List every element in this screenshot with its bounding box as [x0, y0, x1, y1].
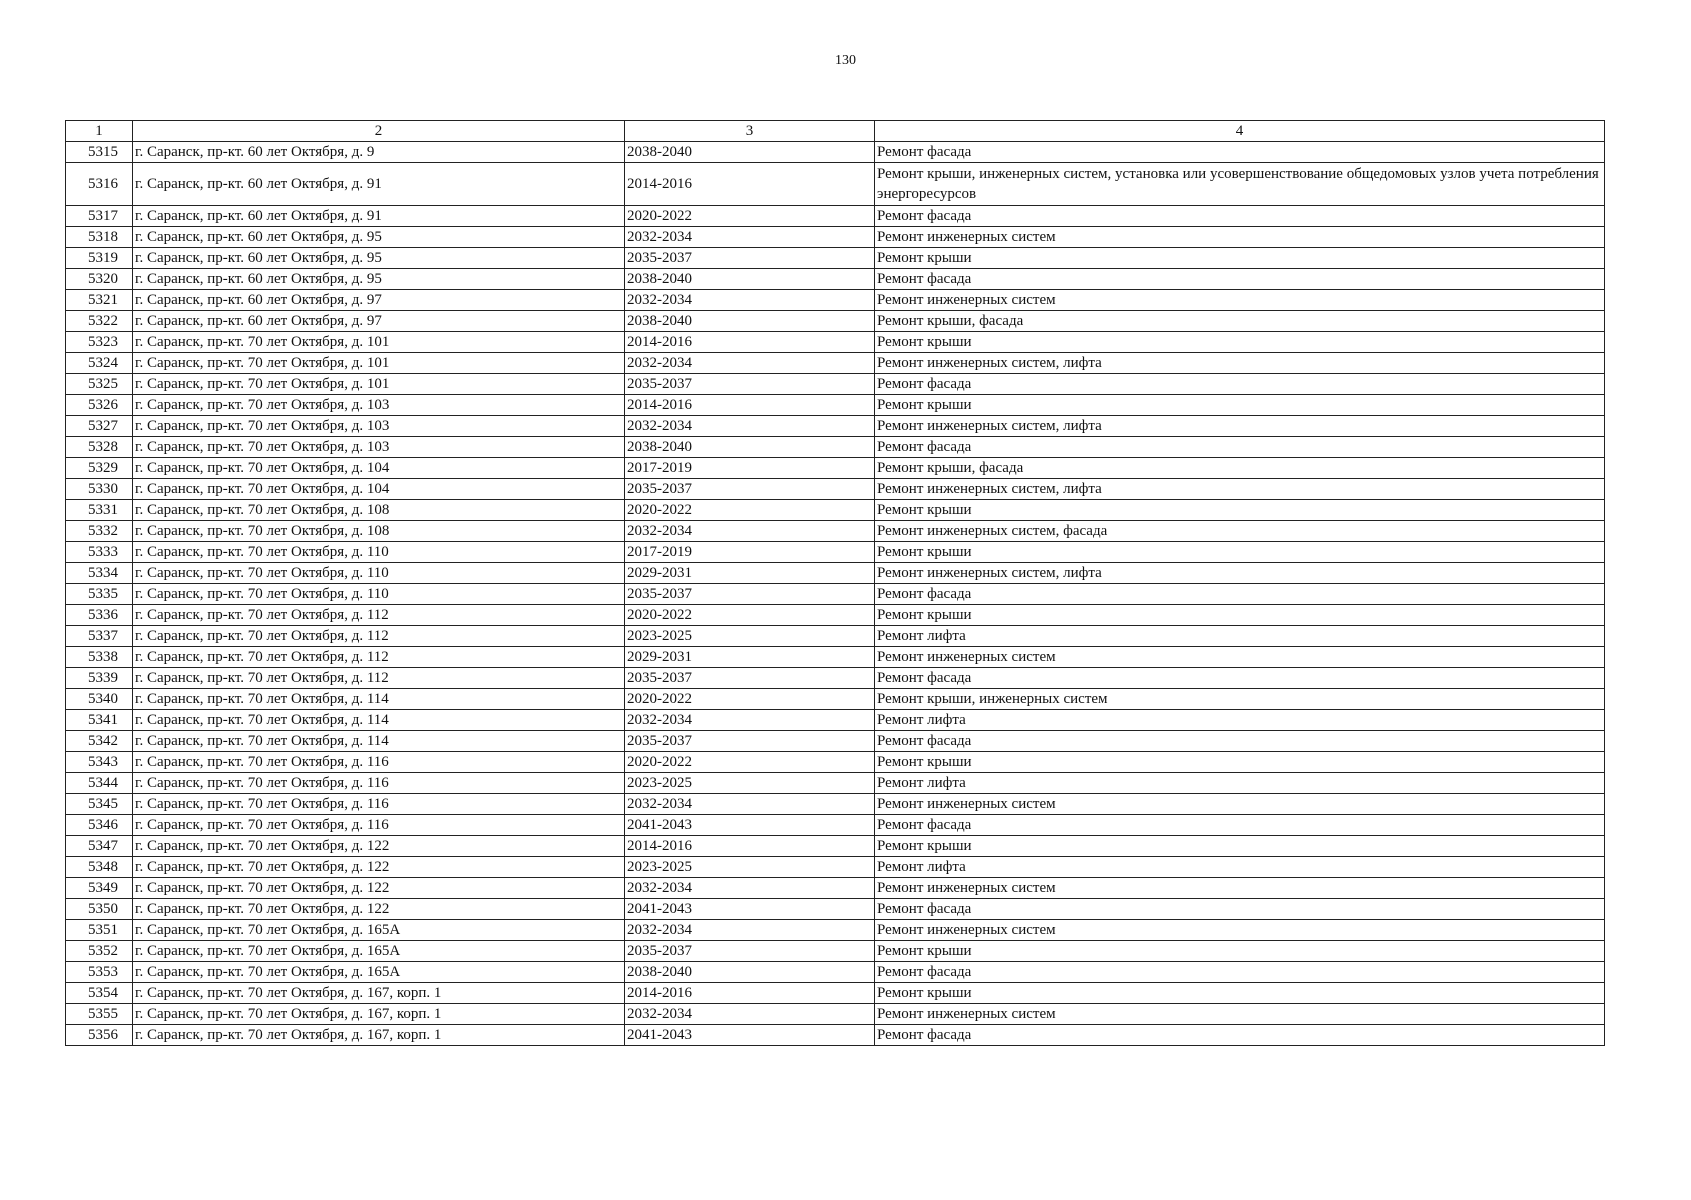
- row-number: 5352: [66, 941, 133, 962]
- address-cell: г. Саранск, пр-кт. 70 лет Октября, д. 116: [133, 773, 625, 794]
- table-row: [66, 248, 1605, 269]
- table-row: [66, 647, 1605, 668]
- table-row: [66, 290, 1605, 311]
- address-cell: г. Саранск, пр-кт. 70 лет Октября, д. 108: [133, 500, 625, 521]
- period-cell: 2014-2016: [625, 836, 875, 857]
- column-header-2: 2: [133, 121, 625, 142]
- row-number: 5347: [66, 836, 133, 857]
- row-number: 5346: [66, 815, 133, 836]
- table-row: [66, 605, 1605, 626]
- table-row: [66, 142, 1605, 163]
- row-number: 5321: [66, 290, 133, 311]
- table-row: [66, 773, 1605, 794]
- row-number: 5318: [66, 227, 133, 248]
- row-number: 5353: [66, 962, 133, 983]
- address-cell: г. Саранск, пр-кт. 70 лет Октября, д. 103: [133, 395, 625, 416]
- period-cell: 2032-2034: [625, 290, 875, 311]
- table-row: [66, 899, 1605, 920]
- table-row: [66, 227, 1605, 248]
- address-cell: г. Саранск, пр-кт. 70 лет Октября, д. 101: [133, 332, 625, 353]
- repair-schedule-table: [65, 120, 1605, 1046]
- work-type-cell: Ремонт крыши, инженерных систем: [875, 689, 1605, 710]
- address-cell: г. Саранск, пр-кт. 70 лет Октября, д. 122: [133, 878, 625, 899]
- row-number: 5328: [66, 437, 133, 458]
- work-type-cell: Ремонт инженерных систем, фасада: [875, 521, 1605, 542]
- period-cell: 2035-2037: [625, 374, 875, 395]
- period-cell: 2020-2022: [625, 500, 875, 521]
- row-number: 5320: [66, 269, 133, 290]
- work-type-cell: Ремонт крыши: [875, 605, 1605, 626]
- address-cell: г. Саранск, пр-кт. 70 лет Октября, д. 167, корп. 1: [133, 1025, 625, 1046]
- period-cell: 2038-2040: [625, 962, 875, 983]
- row-number: 5343: [66, 752, 133, 773]
- table-row: [66, 542, 1605, 563]
- table-row: [66, 521, 1605, 542]
- work-type-cell: Ремонт лифта: [875, 773, 1605, 794]
- address-cell: г. Саранск, пр-кт. 70 лет Октября, д. 114: [133, 710, 625, 731]
- table-row: [66, 731, 1605, 752]
- period-cell: 2020-2022: [625, 689, 875, 710]
- period-cell: 2035-2037: [625, 584, 875, 605]
- row-number: 5338: [66, 647, 133, 668]
- table-row: [66, 206, 1605, 227]
- address-cell: г. Саранск, пр-кт. 60 лет Октября, д. 91: [133, 206, 625, 227]
- address-cell: г. Саранск, пр-кт. 70 лет Октября, д. 112: [133, 647, 625, 668]
- address-cell: г. Саранск, пр-кт. 70 лет Октября, д. 116: [133, 752, 625, 773]
- period-cell: 2041-2043: [625, 815, 875, 836]
- work-type-cell: Ремонт крыши: [875, 836, 1605, 857]
- row-number: 5348: [66, 857, 133, 878]
- period-cell: 2020-2022: [625, 605, 875, 626]
- page-number: 130: [835, 53, 856, 68]
- period-cell: 2023-2025: [625, 626, 875, 647]
- column-header-3: 3: [625, 121, 875, 142]
- row-number: 5322: [66, 311, 133, 332]
- work-type-cell: Ремонт лифта: [875, 710, 1605, 731]
- address-cell: г. Саранск, пр-кт. 70 лет Октября, д. 114: [133, 689, 625, 710]
- address-cell: г. Саранск, пр-кт. 60 лет Октября, д. 97: [133, 290, 625, 311]
- table-row: [66, 668, 1605, 689]
- period-cell: 2020-2022: [625, 206, 875, 227]
- table-row: [66, 941, 1605, 962]
- row-number: 5330: [66, 479, 133, 500]
- work-type-cell: Ремонт инженерных систем, лифта: [875, 353, 1605, 374]
- row-number: 5331: [66, 500, 133, 521]
- address-cell: г. Саранск, пр-кт. 70 лет Октября, д. 112: [133, 605, 625, 626]
- work-type-cell: Ремонт крыши: [875, 500, 1605, 521]
- row-number: 5315: [66, 142, 133, 163]
- address-cell: г. Саранск, пр-кт. 70 лет Октября, д. 110: [133, 542, 625, 563]
- address-cell: г. Саранск, пр-кт. 70 лет Октября, д. 116: [133, 815, 625, 836]
- row-number: 5339: [66, 668, 133, 689]
- work-type-cell: Ремонт фасада: [875, 1025, 1605, 1046]
- table-row: [66, 479, 1605, 500]
- work-type-cell: Ремонт лифта: [875, 626, 1605, 647]
- work-type-cell: Ремонт фасада: [875, 374, 1605, 395]
- row-number: 5316: [66, 163, 133, 206]
- period-cell: 2032-2034: [625, 521, 875, 542]
- work-type-cell: Ремонт фасада: [875, 731, 1605, 752]
- row-number: 5334: [66, 563, 133, 584]
- row-number: 5325: [66, 374, 133, 395]
- address-cell: г. Саранск, пр-кт. 70 лет Октября, д. 165А: [133, 962, 625, 983]
- column-header-1: 1: [66, 121, 133, 142]
- row-number: 5345: [66, 794, 133, 815]
- address-cell: г. Саранск, пр-кт. 70 лет Октября, д. 110: [133, 563, 625, 584]
- row-number: 5319: [66, 248, 133, 269]
- work-type-cell: Ремонт инженерных систем: [875, 647, 1605, 668]
- address-cell: г. Саранск, пр-кт. 70 лет Октября, д. 104: [133, 458, 625, 479]
- table-row: [66, 269, 1605, 290]
- table-row: [66, 962, 1605, 983]
- work-type-cell: Ремонт крыши, фасада: [875, 311, 1605, 332]
- address-cell: г. Саранск, пр-кт. 70 лет Октября, д. 116: [133, 794, 625, 815]
- work-type-cell: Ремонт крыши: [875, 395, 1605, 416]
- table-row: [66, 1025, 1605, 1046]
- row-number: 5333: [66, 542, 133, 563]
- period-cell: 2035-2037: [625, 248, 875, 269]
- work-type-cell: Ремонт крыши: [875, 752, 1605, 773]
- work-type-cell: Ремонт крыши: [875, 248, 1605, 269]
- address-cell: г. Саранск, пр-кт. 70 лет Октября, д. 122: [133, 857, 625, 878]
- row-number: 5342: [66, 731, 133, 752]
- period-cell: 2032-2034: [625, 920, 875, 941]
- address-cell: г. Саранск, пр-кт. 70 лет Октября, д. 165А: [133, 941, 625, 962]
- table-row: [66, 710, 1605, 731]
- period-cell: 2032-2034: [625, 878, 875, 899]
- work-type-cell: Ремонт фасада: [875, 962, 1605, 983]
- address-cell: г. Саранск, пр-кт. 70 лет Октября, д. 165А: [133, 920, 625, 941]
- address-cell: г. Саранск, пр-кт. 70 лет Октября, д. 122: [133, 899, 625, 920]
- row-number: 5356: [66, 1025, 133, 1046]
- table-row: [66, 416, 1605, 437]
- row-number: 5355: [66, 1004, 133, 1025]
- row-number: 5337: [66, 626, 133, 647]
- table-row: [66, 332, 1605, 353]
- period-cell: 2041-2043: [625, 1025, 875, 1046]
- work-type-cell: Ремонт инженерных систем: [875, 794, 1605, 815]
- row-number: 5335: [66, 584, 133, 605]
- period-cell: 2023-2025: [625, 773, 875, 794]
- row-number: 5332: [66, 521, 133, 542]
- period-cell: 2035-2037: [625, 479, 875, 500]
- row-number: 5354: [66, 983, 133, 1004]
- work-type-cell: Ремонт фасада: [875, 437, 1605, 458]
- period-cell: 2035-2037: [625, 731, 875, 752]
- row-number: 5344: [66, 773, 133, 794]
- address-cell: г. Саранск, пр-кт. 70 лет Октября, д. 122: [133, 836, 625, 857]
- row-number: 5351: [66, 920, 133, 941]
- table-row: [66, 857, 1605, 878]
- period-cell: 2014-2016: [625, 395, 875, 416]
- address-cell: г. Саранск, пр-кт. 70 лет Октября, д. 167, корп. 1: [133, 983, 625, 1004]
- period-cell: 2038-2040: [625, 437, 875, 458]
- table-row: [66, 794, 1605, 815]
- period-cell: 2029-2031: [625, 563, 875, 584]
- period-cell: 2032-2034: [625, 1004, 875, 1025]
- address-cell: г. Саранск, пр-кт. 70 лет Октября, д. 103: [133, 416, 625, 437]
- table-row: [66, 353, 1605, 374]
- work-type-cell: Ремонт крыши: [875, 332, 1605, 353]
- period-cell: 2041-2043: [625, 899, 875, 920]
- row-number: 5341: [66, 710, 133, 731]
- address-cell: г. Саранск, пр-кт. 70 лет Октября, д. 101: [133, 374, 625, 395]
- address-cell: г. Саранск, пр-кт. 60 лет Октября, д. 95: [133, 227, 625, 248]
- address-cell: г. Саранск, пр-кт. 60 лет Октября, д. 95: [133, 248, 625, 269]
- work-type-cell: Ремонт инженерных систем: [875, 920, 1605, 941]
- period-cell: 2029-2031: [625, 647, 875, 668]
- row-number: 5329: [66, 458, 133, 479]
- period-cell: 2038-2040: [625, 269, 875, 290]
- address-cell: г. Саранск, пр-кт. 70 лет Октября, д. 114: [133, 731, 625, 752]
- period-cell: 2014-2016: [625, 163, 875, 206]
- period-cell: 2032-2034: [625, 710, 875, 731]
- address-cell: г. Саранск, пр-кт. 60 лет Октября, д. 91: [133, 163, 625, 206]
- period-cell: 2032-2034: [625, 794, 875, 815]
- table-row: [66, 311, 1605, 332]
- work-type-cell: Ремонт инженерных систем, лифта: [875, 563, 1605, 584]
- table-row: [66, 836, 1605, 857]
- table-row: [66, 815, 1605, 836]
- address-cell: г. Саранск, пр-кт. 70 лет Октября, д. 108: [133, 521, 625, 542]
- address-cell: г. Саранск, пр-кт. 70 лет Октября, д. 101: [133, 353, 625, 374]
- period-cell: 2020-2022: [625, 752, 875, 773]
- work-type-cell: Ремонт крыши, фасада: [875, 458, 1605, 479]
- period-cell: 2035-2037: [625, 941, 875, 962]
- period-cell: 2038-2040: [625, 311, 875, 332]
- period-cell: 2014-2016: [625, 332, 875, 353]
- address-cell: г. Саранск, пр-кт. 60 лет Октября, д. 97: [133, 311, 625, 332]
- period-cell: 2035-2037: [625, 668, 875, 689]
- work-type-cell: Ремонт инженерных систем: [875, 227, 1605, 248]
- work-type-cell: Ремонт фасада: [875, 584, 1605, 605]
- work-type-cell: Ремонт инженерных систем, лифта: [875, 416, 1605, 437]
- table-row: [66, 626, 1605, 647]
- period-cell: 2032-2034: [625, 416, 875, 437]
- table-body: [66, 142, 1605, 1046]
- work-type-cell: Ремонт фасада: [875, 815, 1605, 836]
- work-type-cell: Ремонт фасада: [875, 269, 1605, 290]
- table-row: [66, 437, 1605, 458]
- work-type-cell: Ремонт инженерных систем, лифта: [875, 479, 1605, 500]
- table-row: [66, 563, 1605, 584]
- work-type-cell: Ремонт крыши: [875, 983, 1605, 1004]
- row-number: 5327: [66, 416, 133, 437]
- row-number: 5340: [66, 689, 133, 710]
- period-cell: 2038-2040: [625, 142, 875, 163]
- period-cell: 2017-2019: [625, 458, 875, 479]
- row-number: 5326: [66, 395, 133, 416]
- work-type-cell: Ремонт крыши, инженерных систем, установка или усовершенствование общедомовых узлов учета потребления энергоресурсов: [875, 163, 1605, 206]
- address-cell: г. Саранск, пр-кт. 60 лет Октября, д. 9: [133, 142, 625, 163]
- work-type-cell: Ремонт лифта: [875, 857, 1605, 878]
- work-type-cell: Ремонт фасада: [875, 142, 1605, 163]
- address-cell: г. Саранск, пр-кт. 70 лет Октября, д. 110: [133, 584, 625, 605]
- work-type-cell: Ремонт крыши: [875, 542, 1605, 563]
- table-row: [66, 374, 1605, 395]
- table-row: [66, 458, 1605, 479]
- period-cell: 2032-2034: [625, 353, 875, 374]
- address-cell: г. Саранск, пр-кт. 70 лет Октября, д. 103: [133, 437, 625, 458]
- table-row: [66, 395, 1605, 416]
- row-number: 5324: [66, 353, 133, 374]
- work-type-cell: Ремонт инженерных систем: [875, 1004, 1605, 1025]
- row-number: 5349: [66, 878, 133, 899]
- work-type-cell: Ремонт фасада: [875, 206, 1605, 227]
- table-row: [66, 1004, 1605, 1025]
- address-cell: г. Саранск, пр-кт. 70 лет Октября, д. 112: [133, 668, 625, 689]
- period-cell: 2017-2019: [625, 542, 875, 563]
- row-number: 5336: [66, 605, 133, 626]
- work-type-cell: Ремонт инженерных систем: [875, 878, 1605, 899]
- table-row: [66, 163, 1605, 206]
- period-cell: 2032-2034: [625, 227, 875, 248]
- table-row: [66, 584, 1605, 605]
- work-type-cell: Ремонт крыши: [875, 941, 1605, 962]
- table-row: [66, 689, 1605, 710]
- work-type-cell: Ремонт фасада: [875, 899, 1605, 920]
- table-row: [66, 983, 1605, 1004]
- row-number: 5323: [66, 332, 133, 353]
- row-number: 5350: [66, 899, 133, 920]
- table-row: [66, 500, 1605, 521]
- table-header-row: [66, 121, 1605, 142]
- work-type-cell: Ремонт фасада: [875, 668, 1605, 689]
- table-row: [66, 752, 1605, 773]
- row-number: 5317: [66, 206, 133, 227]
- address-cell: г. Саранск, пр-кт. 70 лет Октября, д. 167, корп. 1: [133, 1004, 625, 1025]
- work-type-cell: Ремонт инженерных систем: [875, 290, 1605, 311]
- table-row: [66, 920, 1605, 941]
- period-cell: 2023-2025: [625, 857, 875, 878]
- period-cell: 2014-2016: [625, 983, 875, 1004]
- address-cell: г. Саранск, пр-кт. 60 лет Октября, д. 95: [133, 269, 625, 290]
- column-header-4: 4: [875, 121, 1605, 142]
- address-cell: г. Саранск, пр-кт. 70 лет Октября, д. 104: [133, 479, 625, 500]
- address-cell: г. Саранск, пр-кт. 70 лет Октября, д. 112: [133, 626, 625, 647]
- table-row: [66, 878, 1605, 899]
